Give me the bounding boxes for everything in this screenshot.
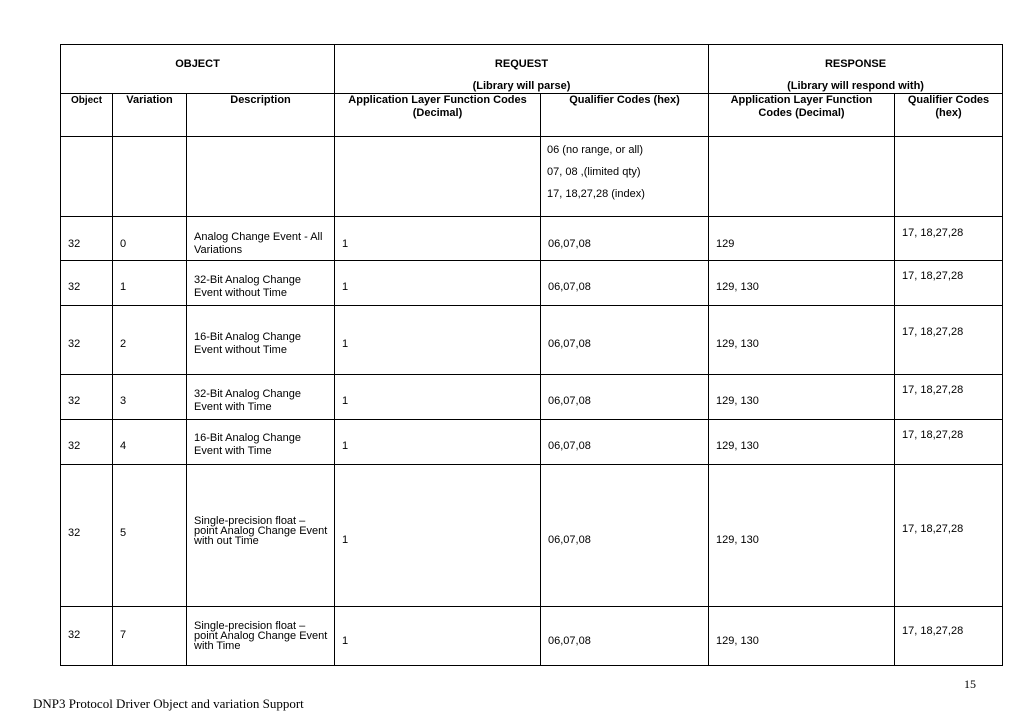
description-value: 32-Bit Analog Change Event without Time	[194, 274, 302, 299]
request-qualifier-cell	[541, 375, 709, 420]
request-qualifier-cell	[541, 607, 709, 666]
variation-cell	[113, 217, 187, 261]
col-request-function-codes: Application Layer Function Codes (Decimal)	[335, 94, 541, 137]
description-value: Single-precision float – point Analog Change Event with Time	[194, 620, 328, 652]
table-row	[61, 375, 1003, 420]
response-group-subtitle: (Library will respond with)	[787, 80, 924, 92]
col-request-qualifier-codes: Qualifier Codes (hex)	[541, 94, 709, 137]
table-row	[61, 217, 1003, 261]
description-cell	[187, 420, 335, 465]
qualifier-note: 06 (no range, or all)	[547, 144, 644, 156]
object-cell	[61, 375, 113, 420]
response-function-cell	[709, 465, 895, 607]
request-function-cell	[335, 465, 541, 607]
response-qualifier-cell	[895, 420, 1003, 465]
request-function-value: 1	[342, 281, 349, 293]
request-function-value: 1	[342, 635, 349, 647]
response-function-cell	[709, 607, 895, 666]
empty-cell	[709, 137, 895, 217]
description-value: 16-Bit Analog Change Event with Time	[194, 432, 302, 457]
variation-cell	[113, 306, 187, 375]
request-group-subtitle: (Library will parse)	[472, 80, 571, 92]
response-qualifier-value: 17, 18,27,28	[902, 523, 964, 535]
empty-cell	[335, 137, 541, 217]
object-value: 32	[68, 338, 81, 350]
description-cell	[187, 306, 335, 375]
description-cell	[187, 375, 335, 420]
col-response-qualifier-codes: Qualifier Codes (hex)	[895, 94, 1003, 137]
table-row	[61, 306, 1003, 375]
col-variation: Variation	[113, 94, 187, 137]
qualifier-note: 07, 08 ,(limited qty)	[547, 166, 641, 178]
object-group-header	[61, 45, 335, 94]
table-row	[61, 261, 1003, 306]
object-cell	[61, 306, 113, 375]
variation-value: 3	[120, 395, 127, 407]
response-group-header	[709, 45, 1003, 94]
response-qualifier-cell	[895, 607, 1003, 666]
response-qualifier-value: 17, 18,27,28	[902, 326, 964, 338]
request-function-cell	[335, 420, 541, 465]
response-function-cell	[709, 420, 895, 465]
response-function-cell	[709, 217, 895, 261]
object-group-title: OBJECT	[175, 58, 220, 70]
table-row	[61, 465, 1003, 607]
object-value: 32	[68, 238, 81, 250]
request-qualifier-value: 06,07,08	[548, 395, 591, 407]
response-function-value: 129, 130	[716, 338, 759, 350]
request-function-cell	[335, 607, 541, 666]
response-qualifier-value: 17, 18,27,28	[902, 227, 964, 239]
object-value: 32	[68, 395, 81, 407]
object-value: 32	[68, 440, 81, 452]
variation-cell	[113, 607, 187, 666]
object-value: 32	[68, 629, 81, 641]
qualifier-notes-row	[61, 137, 1003, 217]
column-header-row	[61, 94, 1003, 137]
response-function-cell	[709, 375, 895, 420]
table-row	[61, 607, 1003, 666]
col-description: Description	[187, 94, 335, 137]
request-qualifier-value: 06,07,08	[548, 635, 591, 647]
variation-cell	[113, 465, 187, 607]
description-cell	[187, 261, 335, 306]
variation-value: 1	[120, 281, 127, 293]
request-function-value: 1	[342, 440, 349, 452]
response-qualifier-cell	[895, 261, 1003, 306]
response-qualifier-cell	[895, 465, 1003, 607]
page-number: 15	[964, 677, 976, 691]
response-qualifier-value: 17, 18,27,28	[902, 625, 964, 637]
request-qualifier-cell	[541, 261, 709, 306]
response-function-value: 129, 130	[716, 281, 759, 293]
description-cell	[187, 607, 335, 666]
variation-value: 0	[120, 238, 127, 250]
request-qualifier-cell	[541, 465, 709, 607]
object-cell	[61, 607, 113, 666]
description-cell	[187, 217, 335, 261]
variation-value: 4	[120, 440, 127, 452]
request-function-cell	[335, 217, 541, 261]
group-header-row	[61, 45, 1003, 94]
request-qualifier-value: 06,07,08	[548, 338, 591, 350]
variation-value: 7	[120, 629, 127, 641]
response-function-value: 129, 130	[716, 395, 759, 407]
object-cell	[61, 465, 113, 607]
variation-cell	[113, 261, 187, 306]
empty-cell	[61, 137, 113, 217]
description-value: Single-precision float – point Analog Change Event with out Time	[194, 515, 328, 547]
col-object: Object	[61, 94, 113, 137]
qualifier-notes-cell	[541, 137, 709, 217]
object-value: 32	[68, 281, 81, 293]
request-function-value: 1	[342, 395, 349, 407]
object-cell	[61, 420, 113, 465]
request-qualifier-value: 06,07,08	[548, 440, 591, 452]
response-qualifier-cell	[895, 375, 1003, 420]
response-qualifier-value: 17, 18,27,28	[902, 270, 964, 282]
object-variation-table	[60, 44, 1003, 666]
request-qualifier-cell	[541, 217, 709, 261]
request-qualifier-value: 06,07,08	[548, 534, 591, 546]
variation-cell	[113, 420, 187, 465]
request-function-cell	[335, 375, 541, 420]
request-function-value: 1	[342, 534, 349, 546]
response-qualifier-value: 17, 18,27,28	[902, 429, 964, 441]
col-response-function-codes: Application Layer Function Codes (Decimal)	[709, 94, 895, 137]
request-group-title: REQUEST	[494, 58, 549, 70]
object-cell	[61, 217, 113, 261]
response-function-value: 129, 130	[716, 534, 759, 546]
qualifier-note: 17, 18,27,28 (index)	[547, 188, 645, 200]
response-function-value: 129	[716, 238, 735, 250]
request-qualifier-cell	[541, 306, 709, 375]
response-group-title: RESPONSE	[824, 58, 887, 70]
response-qualifier-cell	[895, 217, 1003, 261]
request-function-value: 1	[342, 238, 349, 250]
response-function-value: 129, 130	[716, 440, 759, 452]
empty-cell	[895, 137, 1003, 217]
variation-value: 2	[120, 338, 127, 350]
empty-cell	[187, 137, 335, 217]
empty-cell	[113, 137, 187, 217]
response-function-value: 129, 130	[716, 635, 759, 647]
object-cell	[61, 261, 113, 306]
variation-value: 5	[120, 527, 127, 539]
description-value: Analog Change Event - All Variations	[194, 231, 323, 256]
request-function-value: 1	[342, 338, 349, 350]
response-function-cell	[709, 261, 895, 306]
response-function-cell	[709, 306, 895, 375]
table-row	[61, 420, 1003, 465]
request-qualifier-cell	[541, 420, 709, 465]
request-function-cell	[335, 261, 541, 306]
description-value: 16-Bit Analog Change Event without Time	[194, 331, 302, 356]
request-function-cell	[335, 306, 541, 375]
description-cell	[187, 465, 335, 607]
variation-cell	[113, 375, 187, 420]
response-qualifier-cell	[895, 306, 1003, 375]
object-value: 32	[68, 527, 81, 539]
request-qualifier-value: 06,07,08	[548, 281, 591, 293]
response-qualifier-value: 17, 18,27,28	[902, 384, 964, 396]
request-group-header	[335, 45, 709, 94]
request-qualifier-value: 06,07,08	[548, 238, 591, 250]
description-value: 32-Bit Analog Change Event with Time	[194, 388, 302, 413]
page-footer: DNP3 Protocol Driver Object and variation Support	[33, 696, 304, 711]
